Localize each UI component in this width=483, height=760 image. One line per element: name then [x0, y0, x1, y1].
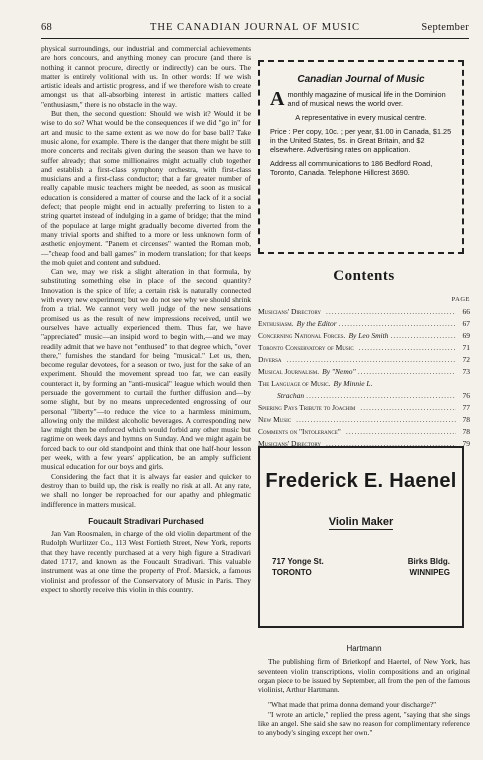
toc-entry: Toronto Conservatory of Music ..... 71 — [258, 342, 470, 354]
toc-entry: Comments on "Intolerance" ..... 78 — [258, 426, 470, 438]
contents-page-label: PAGE — [451, 296, 470, 303]
toc-entry: Musical Journalism. By "Nemo" ..... 73 — [258, 366, 470, 378]
hartmann-article — [258, 644, 470, 744]
haenel-profession: Violin Maker — [328, 516, 394, 528]
journal-ad-representative: A representative in every musical centre. — [295, 113, 427, 122]
journal-ad-price: Price : Per copy, 10c. ; per year, $1.00 in Canada, $1.25 in the United States, 5s. in Great Britain, and $2 elsewhere. Advertising rates on application. — [270, 127, 452, 154]
article-paragraph: physical surroundings, our industrial and commercial achievements are hors concours, and anything money can procure (and there is nothing it cannot procure, directly or indirectly) can be ours. The matter is entirely volitional with us. In other words: If we wish artistic ideals and artistic progress, and if we therefore wish to create amongst us that all-absorbing interest in artistic matters called "enthusiasm," there is no obstacle in the way. — [41, 44, 251, 109]
stradivari-heading: Foucault Stradivari Purchased — [88, 516, 204, 526]
toc-entry: Concerning National Forces. By Leo Smith ..... 69 — [258, 330, 470, 342]
toc-entry: Spiering Pays Tribute to Joachim ..... 77 — [258, 402, 470, 414]
hartmann-heading: Hartmann — [346, 644, 382, 653]
haenel-violin-maker-ad — [258, 446, 464, 628]
journal-ad-address: Address all communications to 186 Bedford Road, Toronto, Canada. Telephone Hillcrest 3690. — [270, 159, 433, 177]
article-paragraph: But then, the second question: Should we wish it? Would it be wise to do so? What would be the consequences if we did "go in" for art and music to the same extent as we now do for base ball? Take music alone, for example. There is the danger that there might be still more concerts and recitals given during the season than we have to suffer already; that some millionaires might actually club together and establish a first-class symphony orchestra, with first-class musicians and a first-class conductor; that a far greater number of really capable music teachers might be needed, as soon as musical education is considered a matter of course and the lack of it a social defect; that people might end in actually preferring to listen to a string quartet instead of indulging in a game of bridge; that the mind of the populace at large might gradually become diverted from the many trivial sports and shifted to a more or less unknown form of æsthetic enjoyment. "Panem et circenses" wanted the Roman mob,—"cheap food and ball games" in modern translation; for that keeps the mob quiet and content and subdued. — [41, 109, 251, 267]
toc-entry: Enthusiasm. By the Editor ..... 67 — [258, 318, 470, 330]
toc-entry: Musicians' Directory ..... 79 — [258, 438, 470, 450]
hartmann-quote: "I wrote an article," replied the press agent, "saying that she sings like an angel. She said she saw no reason for complimentary reference to anybody's singing except her own." — [258, 709, 470, 738]
hartmann-paragraph: The publishing firm of Brietkopf and Haertel, of New York, has seventeen violin transcriptions, violin compositions and an original organ piece to be issued by September, all from the pen of the famous violinist, Arthur Hartmann. — [258, 657, 470, 695]
journal-title: THE CANADIAN JOURNAL OF MUSIC — [149, 22, 361, 33]
haenel-address-toronto: 717 Yonge St. TORONTO — [272, 557, 324, 577]
toc-entry-continuation: Strachan ..... 76 — [258, 390, 470, 402]
page-number: 68 — [41, 22, 53, 33]
hartmann-quote: "What made that prima donna demand your discharge?" — [268, 700, 437, 710]
page-header — [41, 20, 469, 39]
article-paragraph: Can we, may we risk a slight alteration in that formula, by substituting something else in place of the second quantity? Innovation is the spice of life; a certain risk is naturally connected with every new experiment; but we do not see why we should shrink from a trial. We cannot very well judge of the new sensations promised us as the result of new impressions received, until we ourselves have actually experienced them. Thus far, we have "appreciated" music—an insipid word to begin with,—and we may readily admit that we have not "enthused" to that degree which, "over there," furnishes the standard for being "musical." Let us, then, become regular devotees, for a season or two, just for the sake of an experiment. Should the movement spread too far, we can easily counteract it, by forming an "anti-musical" league which would then persuade the government to curtail the further diffusion and—by some slight, but by no means unprecedented engrossing of our personal "liberty"—to reduce the vice to a harmless minimum, allowing only the mildest alcoholic beverages. A corresponding new law might then be enforced which would forbid any other music but ragtime on week days and hymns on Sunday. And we might again be forced back to our old standpoint and think that one half-hour lesson per week, with a few years' application, be an amply sufficient musical education for our boys and girls. — [41, 267, 251, 472]
journal-subscription-ad — [258, 60, 464, 254]
drop-cap: A — [270, 88, 285, 110]
toc-entry: New Music ..... 78 — [258, 414, 470, 426]
article-paragraph: Considering the fact that it is always far easier and quicker to destroy than to build up, the risk is really no risk at all. At any rate, we shall no longer be reproached for our apathy and phlegmatic indifference in matters musical. — [41, 471, 251, 509]
issue-month: September — [421, 22, 469, 33]
left-column-article — [41, 44, 251, 756]
journal-ad-description-text: monthly magazine of musical life in the Dominion and of musical news the world over. — [287, 90, 446, 108]
toc-entry: Diversa ..... 72 — [258, 354, 470, 366]
toc-entry: Musicians' Directory ..... 66 — [258, 306, 470, 318]
haenel-name: Frederick E. Haenel — [265, 470, 457, 492]
stradivari-paragraph: Jan Van Roosmalen, in charge of the old violin department of the Rudolph Wurlitzer Co., 113 West Fortieth Street, New York, reports that they have recently purchased at a very high figure a Stradivari dated 1717, and known as the Foucault Stradivari. This valuable instrument was at one time the property of Prof. Marsick, a famous violinist and professor of the Conservatory of Music in Paris. They expect to shortly receive this violin in this country. — [41, 529, 251, 594]
journal-ad-title: Canadian Journal of Music — [297, 74, 425, 85]
table-of-contents — [258, 306, 470, 450]
journal-ad-description — [270, 90, 452, 108]
toc-entry: The Language of Music. By Minnie L. — [258, 379, 373, 388]
contents-title: Contents — [333, 268, 395, 284]
right-column — [258, 44, 470, 756]
haenel-address-winnipeg: Birks Bldg. WINNIPEG — [407, 557, 450, 577]
